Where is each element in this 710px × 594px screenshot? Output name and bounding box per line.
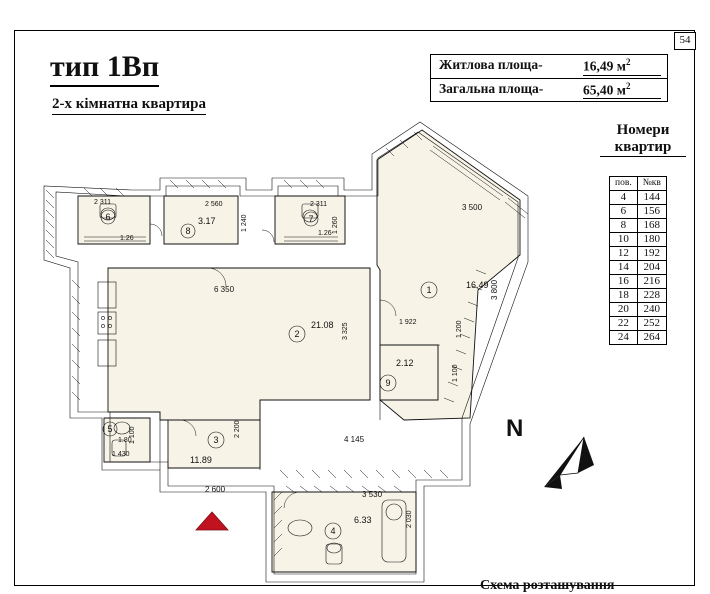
dim-1200: 1 200 xyxy=(456,320,463,338)
dim-2600: 2 600 xyxy=(205,485,226,494)
dim-1100: 1 100 xyxy=(452,364,459,382)
cell-apartment: 216 xyxy=(637,275,666,289)
svg-text:1.26: 1.26 xyxy=(120,235,134,242)
svg-text:9: 9 xyxy=(385,378,391,388)
svg-text:4: 4 xyxy=(330,526,336,536)
cell-floor: 16 xyxy=(610,275,638,289)
cell-floor: 14 xyxy=(610,261,638,275)
dim-1430: 1 430 xyxy=(112,451,130,458)
dim-2311-right: 2 311 xyxy=(310,201,327,208)
svg-text:1.80: 1.80 xyxy=(118,437,132,444)
cell-apartment: 156 xyxy=(637,205,666,219)
cell-floor: 22 xyxy=(610,317,638,331)
living-area-label: Житлова площа- xyxy=(439,57,543,72)
scheme-caption: Схема розташування xyxy=(480,578,615,593)
cell-apartment: 264 xyxy=(637,331,666,345)
dim-1100b: 1 100 xyxy=(129,426,136,444)
svg-text:7: 7 xyxy=(308,214,314,224)
svg-text:6: 6 xyxy=(105,212,111,222)
dim-2311-left: 2 311 xyxy=(94,199,111,206)
svg-text:3: 3 xyxy=(213,435,219,445)
living-area-value: 16,49 $м^2$ xyxy=(583,57,661,76)
svg-text:5: 5 xyxy=(107,424,113,434)
dim-1260: 1 260 xyxy=(332,216,339,234)
cell-apartment: 252 xyxy=(637,317,666,331)
cell-apartment: 180 xyxy=(637,233,666,247)
svg-text:3.17: 3.17 xyxy=(198,216,216,226)
page-subtitle: 2-х кімнатна квартира xyxy=(52,96,206,115)
page-title: тип 1Вп xyxy=(50,50,159,87)
dim-6350: 6 350 xyxy=(214,285,235,294)
dim-2030: 2 030 xyxy=(406,510,413,528)
dim-1240: 1 240 xyxy=(241,214,248,232)
svg-text:1.26: 1.26 xyxy=(318,230,332,237)
svg-text:1: 1 xyxy=(426,285,432,295)
cell-floor: 4 xyxy=(610,191,638,205)
cell-floor: 12 xyxy=(610,247,638,261)
cell-apartment: 192 xyxy=(637,247,666,261)
dim-3800: 3 800 xyxy=(490,279,499,300)
entrance-arrow-icon xyxy=(196,512,228,530)
cell-apartment: 168 xyxy=(637,219,666,233)
cell-apartment: 144 xyxy=(637,191,666,205)
svg-text:8: 8 xyxy=(185,226,191,236)
col-floor: пов. xyxy=(610,177,638,191)
svg-text:11.89: 11.89 xyxy=(190,455,212,465)
dim-3530: 3 530 xyxy=(362,490,383,499)
cell-floor: 18 xyxy=(610,289,638,303)
cell-floor: 8 xyxy=(610,219,638,233)
col-apartment: №кв xyxy=(637,177,666,191)
dim-3325: 3 325 xyxy=(342,322,349,340)
cell-apartment: 240 xyxy=(637,303,666,317)
total-area-value: 65,40 $м^2$ xyxy=(583,81,661,100)
cell-floor: 10 xyxy=(610,233,638,247)
dim-4145: 4 145 xyxy=(344,435,365,444)
apartment-numbers-title-line1: Номери xyxy=(616,122,670,138)
dim-3500: 3 500 xyxy=(462,203,483,212)
total-area-label: Загальна площа- xyxy=(439,80,544,96)
svg-text:21.08: 21.08 xyxy=(311,320,334,330)
compass-north-label: N xyxy=(506,415,524,442)
plan-geometry xyxy=(44,122,528,582)
svg-text:6.33: 6.33 xyxy=(354,515,372,525)
apartment-numbers-title-line2: квартир xyxy=(614,139,672,155)
svg-text:2: 2 xyxy=(294,329,300,339)
svg-text:2.12: 2.12 xyxy=(396,358,414,368)
sheet-number: 54 xyxy=(674,32,696,50)
cell-apartment: 228 xyxy=(637,289,666,303)
cell-floor: 24 xyxy=(610,331,638,345)
dim-2560: 2 560 xyxy=(205,201,223,208)
cell-apartment: 204 xyxy=(637,261,666,275)
svg-text:16.49: 16.49 xyxy=(466,280,489,290)
cell-floor: 20 xyxy=(610,303,638,317)
cell-floor: 6 xyxy=(610,205,638,219)
dim-1922: 1 922 xyxy=(399,319,417,326)
dim-2200: 2 200 xyxy=(234,420,241,438)
